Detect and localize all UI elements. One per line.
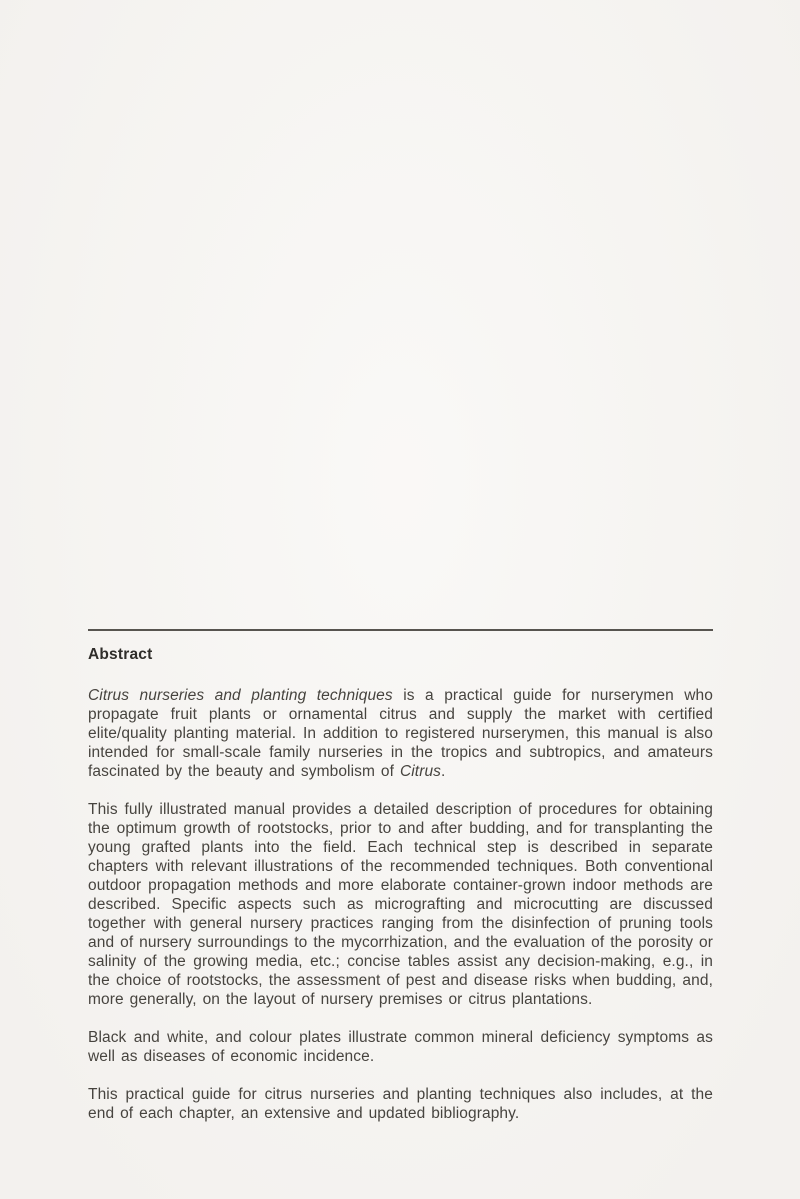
abstract-paragraph-2: This fully illustrated manual provides a detailed description of procedures for obtaining the optimum growth of rootstocks, prior to and after budding, and for transplanting the young grafted plants into the field. Each technical step is described in separate chapters with relevant illustrations of the recommended techniques. Both conventional outdoor propagation methods and more elaborate container-grown indoor methods are described. Specific aspects such as micrografting and microcutting are discussed together with general nursery practices ranging from the disinfection of pruning tools and of nursery surroundings to the mycorrhization, and the evaluation of the porosity or salinity of the growing media, etc.; concise tables assist any decision-making, e.g., in the choice of rootstocks, the assessment of pest and disease risks when budding, and, more generally, on the layout of nursery premises or citrus plantations.: [88, 801, 713, 1008]
abstract-section: [88, 629, 713, 1123]
abstract-paragraph-1: [88, 686, 713, 781]
abstract-heading: Abstract: [88, 646, 153, 663]
section-divider: [88, 629, 713, 631]
paragraph-1-body: is a practical guide for nurserymen who propagate fruit plants or ornamental citrus and supply the market with certified elite/quality planting material. In addition to registered nurserymen, this manual is also intended for small-scale family nurseries in the tropics and subtropics, and amateurs fascinated by the beauty and symbolism of: [88, 687, 713, 780]
paragraph-1-period: .: [441, 763, 446, 780]
abstract-paragraph-4: This practical guide for citrus nurseries and planting techniques also includes, at the end of each chapter, an extensive and updated bibliography.: [88, 1086, 713, 1122]
citrus-italic: Citrus: [399, 763, 442, 780]
book-title-italic: Citrus nurseries and planting techniques: [88, 687, 393, 704]
abstract-paragraph-3: Black and white, and colour plates illustrate common mineral deficiency symptoms as well as diseases of economic incidence.: [88, 1029, 713, 1065]
